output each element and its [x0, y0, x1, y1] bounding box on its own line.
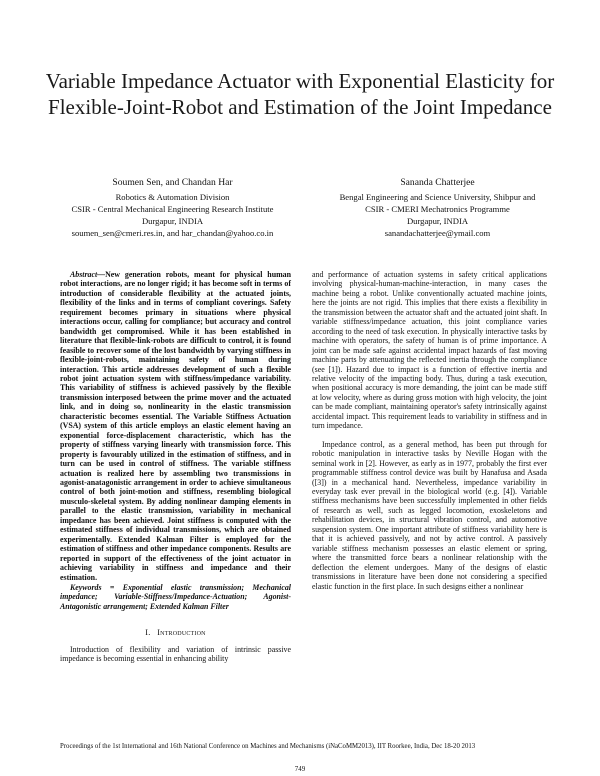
- affiliation-line: Durgapur, INDIA: [406, 216, 469, 226]
- affiliation-line: Durgapur, INDIA: [141, 216, 204, 226]
- abstract: [60, 270, 291, 582]
- abstract-label: Abstract—: [70, 270, 106, 279]
- intro-paragraph: Introduction of flexibility and variation of intrinsic passive impedance is becoming essential in enhancing ability: [60, 644, 291, 664]
- author-email: sanandachatterjee@ymail.com: [384, 228, 491, 238]
- abstract-text: New generation robots, meant for physical human robot interactions, are no longer rigid; it has become soft in terms of introduction of considerable flexibility at the actuated joints, flexibility of the links and in terms of compliant coverings. Safety requirement becomes primary in situations where physical interactions occur, calling for compliance; but accuracy and control bandwidth get compromised. While it has been established in literature that flexible-link-robots are difficult to control, it is found feasible to recover some of the lost bandwidth by varying stiffness in flexible-joint-robots, maintaining safety of human during interaction. This article addresses development of such a flexible robot joint actuation system with stiffness/impedance variability. This variability of stiffness is achieved passively by the flexible transmission interposed between the prime mover and the actuated link, and in doing so, nonlinearity in the elastic transmission characteristic becomes essential. The Variable Stiffness Actuation (VSA) system of this article employs an elastic element having an exponential force-displacement characteristic, which has the property of stiffness varying linearly with transmission force. This property is favourably utilized in the estimation of stiffness, and in turn can be used in control of stiffness. The variable stiffness actuation is realized here by assembling two transmissions in agonist-anatagonistic arrangement in order to achieve simultaneous control of both joint-motion and stiffness, resembling biological musculo-skeletal system. By adding nonlinear damping elements in parallel to the elastic transmission, variability in mechanical impedance has been achieved. Joint stiffness is computed with the estimated stiffness of individual transmissions, which are obtained experimentally. Extended Kalman Filter is employed for the estimation of stiffness and other impedance components. Results are reported in support of the effectiveness of the joint actuator in achieving variability in stiffness and impedance and their estimation.: [60, 270, 291, 582]
- author-name: Soumen Sen, and Chandan Har: [112, 177, 233, 188]
- affiliation-line: Robotics & Automation Division: [115, 192, 230, 202]
- keywords: [60, 583, 291, 611]
- body-paragraph: Impedance control, as a general method, has been put through for robotic manipulation in interactive tasks by Neville Hogan with the seminal work in [2]. However, as early as in 1977, probably the first ever programmable stiffness control device was built by Hanafusa and Asada ([3]) in a mechanical hand. Nevertheless, impedance variability in everyday task ever prevail in the biological world (e.g. [4]). Variable stiffness mechanisms have been successfully implemented in other fields of research as well, such as legged locomotion, exoskeletons and rehabilitation devices, in structural vibration control, and automotive suspension system. One important attribute of stiffness variability here is that it is achieved passively, and not by active control. A passively variable stiffness mechanism possesses an elastic element or spring, where the transmitted force bears a nonlinear relationship with the deflection the element undergoes. Many of the designs of elastic transmissions in literature have been done not considering a specified elastic function in the first place. In such designs either a nonlinear: [312, 439, 547, 591]
- page-number: 749: [294, 765, 306, 773]
- affiliation-line: CSIR - Central Mechanical Engineering Research Institute: [71, 204, 274, 214]
- author-affiliation-2: [305, 177, 570, 239]
- keywords-text: = Exponential elastic transmission; Mechanical impedance; Variable-Stiffness/Impedance-Actuation; Agonist-Antagonistic arrangement; Extended Kalman Filter: [60, 582, 291, 611]
- keywords-label: Keywords: [70, 582, 102, 592]
- page-footer: Proceedings of the 1st International and 16th National Conference on Machines and Mechanisms (iNaCoMM2013), IIT Roorkee, India, Dec 18-20 2013: [60, 743, 476, 750]
- author-email: soumen_sen@cmeri.res.in, and har_chandan@yahoo.co.in: [71, 228, 274, 238]
- section-title: Introduction: [157, 628, 206, 638]
- left-column: [60, 270, 291, 664]
- affiliation-line: CSIR - CMERI Mechatronics Programme: [365, 204, 510, 214]
- author-name: Sananda Chatterjee: [400, 177, 475, 188]
- author-affiliation-1: [20, 177, 325, 239]
- affiliation-line: Bengal Engineering and Science University, Shibpur and: [339, 192, 536, 202]
- section-number: I.: [145, 628, 151, 638]
- body-paragraph: and performance of actuation systems in safety critical applications involving physical-human-machine-interaction, in many cases the machine being a robot. Unlike conventionally actuated machine joints, here the joints are not rigid. This implies that there exists a flexibility in the transmission between the actuator shaft and the actuated joint shaft. In variable stiffness/impedance actuation, this joint compliance varies according to the need of task execution. In physically interactive tasks by machine with operators, the safety of human is of prime importance. A joint can be made safe against accidental impact hazards of fast moving machine parts by attenuating the reflected inertia through the compliance (see [1]). Hazard due to impact is a function of effective inertia and relative velocity of the impacting body. Thus, during a task execution, when positional accuracy is more demanding, the joint can be made stiff at low velocity, where as during gross motion with high velocity, the joint can be made compliant, maintaining operator's safety intrinsically against accidental impact. This requirement leads to variability in stiffness and in turn impedance.: [312, 270, 547, 431]
- right-column: [312, 270, 547, 591]
- section-heading: [60, 628, 291, 637]
- paper-title: Variable Impedance Actuator with Exponential Elasticity for Flexible-Joint-Robot and Estimation of the Joint Impedance: [45, 69, 555, 119]
